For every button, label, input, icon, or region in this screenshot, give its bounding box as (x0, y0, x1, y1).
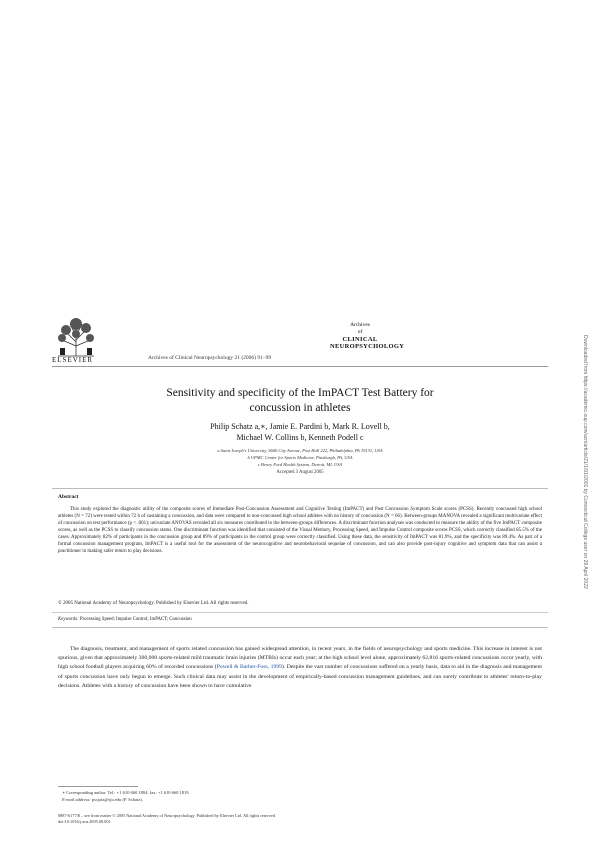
issn-line: 0887-6177/$ – see front matter © 2005 National Academy of Neuropsychology. Published by Elsevier Ltd. All rights reserved. (58, 813, 277, 818)
journal-logo-line-3: CLINICAL (342, 336, 378, 343)
author-list (60, 421, 540, 443)
authors-line-1: Philip Schatz a,∗, Jamie E. Pardini b, Mark R. Lovell b, (210, 422, 390, 431)
citation-link[interactable]: Powell & Barber-Foss, 1999 (216, 664, 282, 671)
email-line (62, 797, 542, 804)
header-divider (52, 366, 548, 367)
intro-text-part-2: ). Despite the vast number of concussions suffered on a yearly basis, data to aid in the diagnosis and management of sports concussion have only begun to emerge. Such clinical data may assist in the development of empirically-based concussion management guidelines, and can surely contribute to athletes' return-to-play decisions. Athletes with a history of concussion have been shown to have cumulative (58, 664, 542, 689)
affiliation-b: b UPMC Center for Sports Medicine, Pittsburgh, PA, USA (247, 455, 353, 460)
journal-citation: Archives of Clinical Neuropsychology 21 (2006) 91–99 (148, 355, 272, 361)
footnote-rule (58, 786, 138, 787)
title-line-1: Sensitivity and specificity of the ImPACT Test Battery for (166, 387, 434, 399)
intro-text-part-1: The diagnosis, treatment, and management of sports related concussion has gained widespread attention, in recent years, in the fields of neuropsychology and sports medicine. This increase in interest is not spurious, given that approximately 300,000 sports-related mild traumatic brain injuries (MTBIs) occur each year; at the high school level alone, approximately 62,816 sports-related concussions occur yearly, with high school football players acquiring 60% of recorded concussions ( (58, 646, 542, 671)
authors-line-2: Michael W. Collins b, Kenneth Podell c (236, 433, 364, 442)
keywords (58, 617, 542, 622)
journal-logo (330, 322, 405, 350)
abstract-copyright: © 2005 National Academy of Neuropsychology. Published by Elsevier Ltd. All rights reserved. (58, 601, 249, 606)
abstract-text: This study explored the diagnostic utility of the composite scores of Immediate Post-Concussion Assessment and Cognitive Testing (ImPACT) and Post Concussion Symptom Scale scores (PCSS). Recently concussed high school athletes (N = 72) were tested within 72 h of sustaining a concussion, and data were compared to non-concussed high school athletes with no history of concussion (N = 66). Between-groups MANOVA revealed a significant multivariate effect of concussion on test performance (p < .001); univariate ANOVAS revealed all six measures contributed to the between-groups differences. A discriminant function analyses was conducted to measure the ability of the five ImPACT composite scores, as well as the PCSS to classify concussion status. One discriminant function was identified that consisted of the Visual Memory, Processing Speed, and Impulse Control composite scores PCSS, which correctly classified 85.5% of the cases. Approximately 82% of participants in the concussion group and 89% of participants in the control group were correctly classified. Using these data, the sensitivity of ImPACT was 81.9%, and the specificity was 89.4%. As part of a formal concussion management program, ImPACT is a useful tool for the assessment of the neurocognitive and neurobehavioral sequelae of concussion, and can also provide post-injury cognitive and symptom data that can assist a practitioner in making safer return to play decisions. (58, 507, 542, 554)
email-label: E-mail address: (62, 796, 91, 802)
abstract-top-rule (52, 488, 548, 489)
keywords-label: Keywords: (58, 617, 79, 622)
journal-logo-line-1: Archives (350, 322, 370, 328)
affiliations (60, 447, 540, 468)
footnote (62, 790, 542, 803)
affiliation-a: a Saint Joseph's University, 5600 City Avenue, Post Hall 222, Philadelphia, PA 19131, USA (217, 448, 383, 453)
email-address[interactable]: pscjatz@sju.edu (P. Schatz). (91, 796, 143, 802)
abstract-bottom-rule (52, 627, 548, 628)
abstract-heading: Abstract (58, 494, 79, 500)
accepted-date: Accepted 3 August 2005 (276, 470, 324, 475)
keywords-rule (52, 612, 548, 613)
title-line-2: concussion in athletes (249, 402, 351, 414)
side-note-text: Downloaded from https://academic.oup.com/acn/article/21/1/91/2001 by Connecticut College user on 29 April 2022 (582, 335, 588, 589)
corresponding-author: ∗ Corresponding author. Tel.: +1 610 660 1804; fax: +1 610 660 1819. (62, 790, 190, 795)
journal-logo-line-2: of (357, 329, 363, 335)
keywords-list: Processing Speed; Impulse Control; ImPACT; Concussion (79, 617, 192, 622)
intro-paragraph (58, 645, 542, 691)
download-side-note (582, 335, 590, 695)
article-title (60, 386, 540, 416)
affiliation-c: c Henry Ford Health System, Detroit, MI, USA (257, 462, 343, 467)
front-matter (58, 813, 542, 825)
doi-line[interactable]: doi:10.1016/j.acn.2005.08.001 (58, 819, 111, 825)
journal-logo-line-4: NEUROPSYCHOLOGY (330, 343, 405, 350)
publisher-name: ELSEVIER (52, 356, 94, 364)
